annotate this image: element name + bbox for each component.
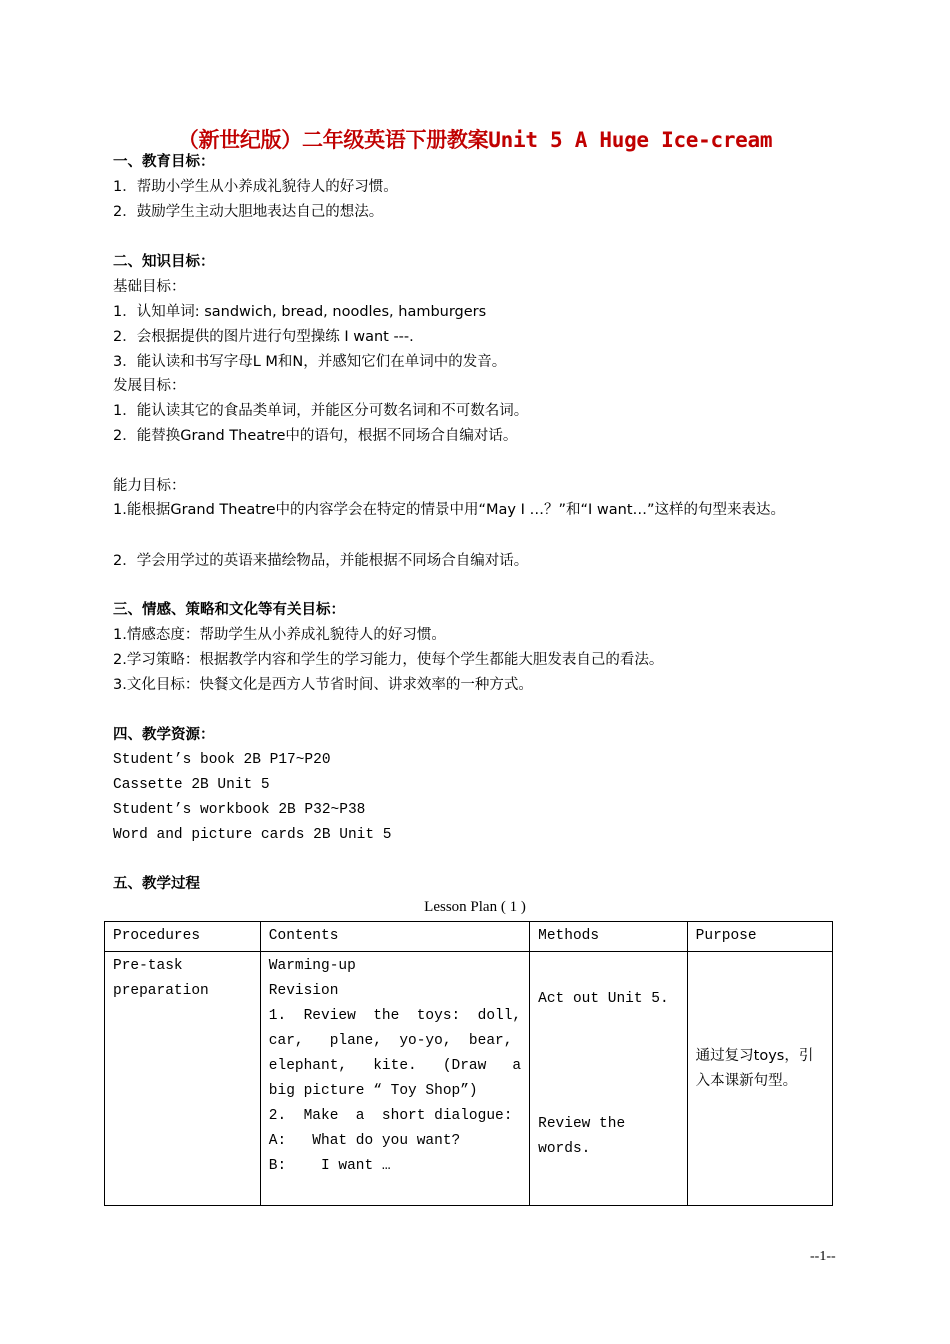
resource-item: Student’s book 2B P17~P20 — [113, 752, 331, 768]
list-item: 2．鼓励学生主动大胆地表达自己的想法。 — [113, 204, 384, 220]
list-item: 2．能替换Grand Theatre中的语句，根据不同场合自编对话。 — [113, 428, 518, 444]
contents-line: 1. Review the toys: doll, — [268, 1008, 522, 1024]
contents-line: A: What do you want? — [268, 1133, 461, 1149]
contents-line: elephant, kite. (Draw a — [268, 1058, 522, 1074]
purpose-text: 通过复习toys，引入本课新句型。 — [695, 1047, 814, 1089]
list-item: 3.文化目标：快餐文化是西方人节省时间、讲求效率的一种方式。 — [113, 677, 533, 693]
contents-line: 2. Make a short dialogue: — [268, 1108, 513, 1124]
subheading-development-goals: 发展目标： — [113, 378, 186, 394]
procedure-cell — [105, 952, 261, 1206]
table-row — [105, 952, 833, 1206]
lesson-plan-table — [104, 921, 833, 1206]
list-item: 1．认知单词: sandwich, bread, noodles, hamburgers — [113, 304, 487, 320]
table-caption: Lesson Plan ( 1 ) — [424, 899, 526, 915]
contents-line: Revision — [268, 983, 339, 999]
procedure-line: preparation — [113, 983, 209, 999]
list-item: 3．能认读和书写字母L M和N，并感知它们在单词中的发音。 — [113, 354, 507, 370]
section-heading-teaching-resources: 四、教学资源： — [113, 727, 215, 743]
list-item: 1.能根据Grand Theatre中的内容学会在特定的情景中用“May I …？”和“I want…”这样的句型来表达。 — [113, 502, 786, 518]
subheading-ability-goals: 能力目标： — [113, 478, 186, 494]
methods-cell — [530, 952, 688, 1206]
subheading-basic-goals: 基础目标： — [113, 279, 186, 295]
column-header-purpose: Purpose — [687, 922, 832, 952]
document-title: （新世纪版）二年级英语下册教案Unit 5 A Huge Ice-cream — [177, 128, 773, 152]
contents-line: Warming-up — [268, 958, 356, 974]
list-item: 2．会根据提供的图片进行句型操练 I want ---. — [113, 329, 414, 345]
method-line: Act out Unit 5. — [538, 991, 669, 1007]
method-line: Review the words. — [538, 1116, 626, 1157]
resource-item: Student’s workbook 2B P32~P38 — [113, 802, 366, 818]
contents-line: car, plane, yo-yo, bear, — [268, 1033, 513, 1049]
page-number: --1-- — [810, 1249, 836, 1264]
contents-line: B: I want … — [268, 1158, 391, 1174]
section-heading-education-goals: 一、教育目标： — [113, 154, 215, 170]
column-header-procedures: Procedures — [105, 922, 261, 952]
section-heading-emotion-strategy-culture: 三、情感、策略和文化等有关目标： — [113, 602, 345, 618]
procedure-line: Pre-task — [113, 958, 183, 974]
resource-item: Cassette 2B Unit 5 — [113, 777, 270, 793]
column-header-contents: Contents — [260, 922, 529, 952]
column-header-methods: Methods — [530, 922, 688, 952]
resource-item: Word and picture cards 2B Unit 5 — [113, 827, 392, 843]
list-item: 1.情感态度：帮助学生从小养成礼貌待人的好习惯。 — [113, 627, 446, 643]
list-item: 1．能认读其它的食品类单词，并能区分可数名词和不可数名词。 — [113, 403, 529, 419]
list-item: 1．帮助小学生从小养成礼貌待人的好习惯。 — [113, 179, 398, 195]
section-heading-teaching-process: 五、教学过程 — [113, 876, 200, 892]
list-item: 2.学习策略：根据教学内容和学生的学习能力，使每个学生都能大胆发表自己的看法。 — [113, 652, 664, 668]
table-header-row — [105, 922, 833, 952]
list-item: 2．学会用学过的英语来描绘物品，并能根据不同场合自编对话。 — [113, 553, 529, 569]
section-heading-knowledge-goals: 二、知识目标： — [113, 254, 215, 270]
purpose-cell — [687, 952, 832, 1206]
contents-cell — [260, 952, 529, 1206]
contents-line: big picture “ Toy Shop”) — [268, 1083, 478, 1099]
